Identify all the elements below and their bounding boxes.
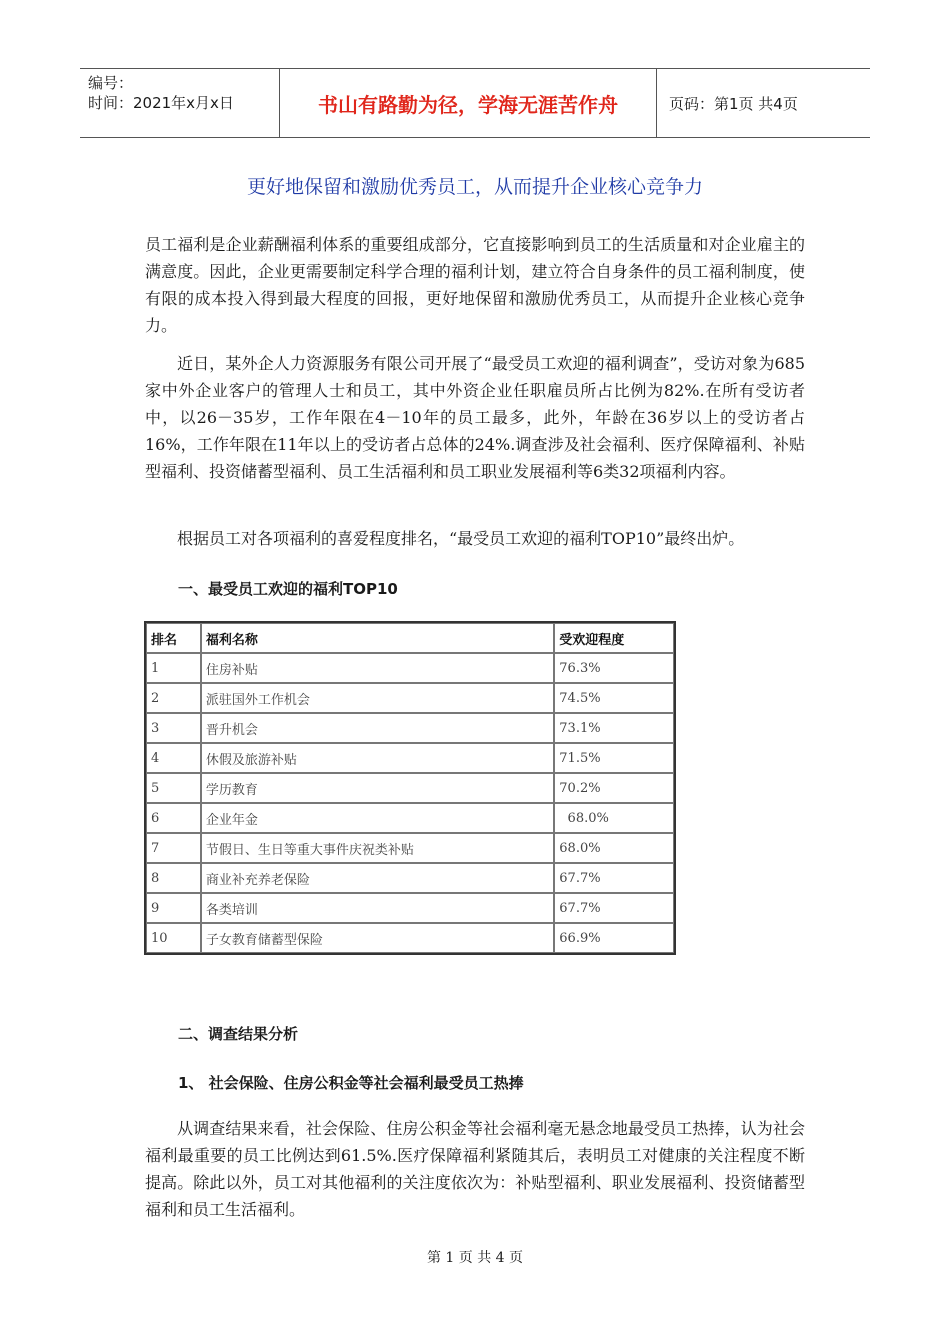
- header-meta: [80, 69, 280, 137]
- table-body: [146, 623, 674, 953]
- rank-cell: 4: [146, 743, 201, 773]
- table-row: [146, 683, 674, 713]
- table-row: [146, 743, 674, 773]
- page-header: [80, 68, 870, 138]
- popularity-cell: 67.7%: [554, 863, 674, 893]
- rank-cell: 6: [146, 803, 201, 833]
- document-title: 更好地保留和激励优秀员工，从而提升企业核心竞争力: [246, 176, 703, 198]
- section-heading-analysis: 二、调查结果分析: [178, 1025, 299, 1043]
- benefit-name-cell: 派驻国外工作机会: [201, 683, 554, 713]
- rank-cell: 5: [146, 773, 201, 803]
- header-page-info: 页码：第1页 共4页: [669, 94, 798, 113]
- popularity-cell: 71.5%: [554, 743, 674, 773]
- popularity-cell: 66.9%: [554, 923, 674, 953]
- table-row: [146, 713, 674, 743]
- table-row: [146, 893, 674, 923]
- paragraph-analysis: 从调查结果来看，社会保险、住房公积金等社会福利毫无悬念地最受员工热捧，认为社会福利最重要的员工比例达到61.5%.医疗保障福利紧随其后，表明员工对健康的关注程度不断提高。除此以外，员工对其他福利的关注度依次为：补贴型福利、职业发展福利、投资储蓄型福利和员工生活福利。: [145, 1119, 805, 1219]
- number-label: 编号：: [88, 74, 134, 92]
- table-row: [146, 833, 674, 863]
- paragraph-intro: 员工福利是企业薪酬福利体系的重要组成部分，它直接影响到员工的生活质量和对企业雇主的满意度。因此，企业更需要制定科学合理的福利计划，建立符合自身条件的员工福利制度，使有限的成本投入得到最大程度的回报，更好地保留和激励优秀员工，从而提升企业核心竞争力。: [145, 235, 805, 335]
- page-footer: 第 1 页 共 4 页: [426, 1250, 524, 1266]
- section-heading-top10: 一、最受员工欢迎的福利TOP10: [178, 580, 398, 598]
- header-rank: 排名: [146, 623, 201, 653]
- table-row: [146, 773, 674, 803]
- top10-table: [144, 621, 676, 955]
- header-name: 福利名称: [201, 623, 554, 653]
- popularity-cell: 68.0%: [554, 803, 674, 833]
- popularity-cell: 74.5%: [554, 683, 674, 713]
- rank-cell: 9: [146, 893, 201, 923]
- rank-cell: 8: [146, 863, 201, 893]
- benefit-name-cell: 晋升机会: [201, 713, 554, 743]
- benefit-name-cell: 节假日、生日等重大事件庆祝类补贴: [201, 833, 554, 863]
- rank-cell: 10: [146, 923, 201, 953]
- popularity-cell: 70.2%: [554, 773, 674, 803]
- benefit-name-cell: 子女教育储蓄型保险: [201, 923, 554, 953]
- rank-cell: 3: [146, 713, 201, 743]
- benefit-name-cell: 商业补充养老保险: [201, 863, 554, 893]
- benefit-name-cell: 住房补贴: [201, 653, 554, 683]
- rank-cell: 2: [146, 683, 201, 713]
- popularity-cell: 73.1%: [554, 713, 674, 743]
- popularity-cell: 67.7%: [554, 893, 674, 923]
- rank-cell: 7: [146, 833, 201, 863]
- header-popularity: 受欢迎程度: [554, 623, 674, 653]
- date-label: 时间：2021年x月x日: [88, 94, 234, 112]
- popularity-cell: 76.3%: [554, 653, 674, 683]
- benefit-name-cell: 休假及旅游补贴: [201, 743, 554, 773]
- paragraph-ranking: 根据员工对各项福利的喜爱程度排名，“最受员工欢迎的福利TOP10”最终出炉。: [177, 529, 745, 548]
- benefit-name-cell: 企业年金: [201, 803, 554, 833]
- table-row: [146, 863, 674, 893]
- paragraph-survey: 近日，某外企人力资源服务有限公司开展了“最受员工欢迎的福利调查”，受访对象为685家中外企业客户的管理人士和员工，其中外资企业任职雇员所占比例为82%.在所有受访者中，以26－35岁，工作年限在4－10年的员工最多，此外，年龄在36岁以上的受访者占16%，工作年限在11年以上的受访者占总体的24%.调查涉及社会福利、医疗保障福利、补贴型福利、投资储蓄型福利、员工生活福利和员工职业发展福利等6类32项福利内容。: [145, 354, 805, 481]
- table-row: [146, 803, 674, 833]
- subsection-heading-social-welfare: 1、 社会保险、住房公积金等社会福利最受员工热捧: [178, 1074, 524, 1092]
- benefit-name-cell: 学历教育: [201, 773, 554, 803]
- table-row: [146, 923, 674, 953]
- table-header-row: [146, 623, 674, 653]
- header-motto: 书山有路勤为径，学海无涯苦作舟: [280, 69, 657, 137]
- benefit-name-cell: 各类培训: [201, 893, 554, 923]
- popularity-cell: 68.0%: [554, 833, 674, 863]
- rank-cell: 1: [146, 653, 201, 683]
- table-row: [146, 653, 674, 683]
